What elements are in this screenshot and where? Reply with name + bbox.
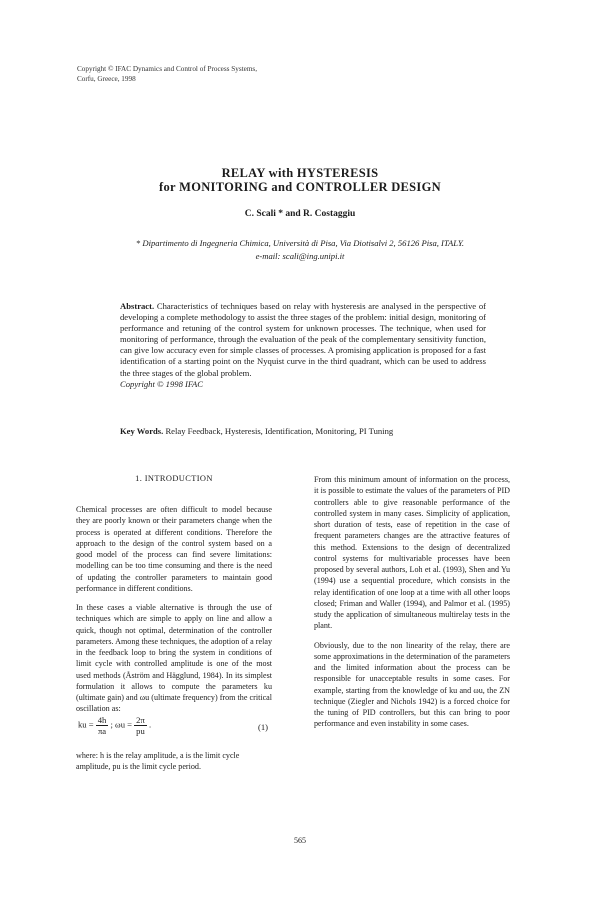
authors: C. Scali * and R. Costaggiu: [244, 209, 356, 219]
equation-end: .: [148, 719, 152, 730]
affiliation-email: e-mail: scali@ing.unipi.it: [255, 251, 345, 261]
equation-k-denominator: πa: [97, 726, 107, 736]
right-paragraph-2: Obviously, due to the non linearity of the relay, there are some approximations in the determination of the parameters and the limited information about the process can be responsible for unacceptable results in some cases. For example, starting from the knowledge of ku and ωu, the ZN technique (Ziegler and Nichols 1942) is a forced choice for the tuning of PID controllers, but this can bring to poor performance and even instability in some cases.: [314, 640, 510, 729]
right-column: [314, 474, 510, 730]
equation-w-lhs: ; ωu =: [110, 719, 132, 730]
left-column: [76, 504, 272, 715]
right-paragraph-1: From this minimum amount of information on the process, it is possible to estimate the values of the parameters of PID controllers able to give reasonable performance of the controlled system in many cases. Simplicity of application, short duration of tests, ease of repetition in the case of frequent parameters changes are the attractive features of this method. Extensions to the design of decentralized control systems for multivariable processes have been proposed by several authors, Loh et al. (1993), Shen and Yu (1994) use a sequential procedure, which consists in the relay identification of one loop at a time with all other loops closed; Friman and Waller (1994), and Palmor et al. (1995) study the application of simultaneous multirelay tests in the plant.: [314, 475, 510, 631]
abstract: [120, 301, 486, 390]
paper-title-line-1: RELAY with HYSTERESIS: [221, 166, 379, 180]
equation-1: [76, 710, 272, 742]
equation-k-numerator: 4h: [97, 715, 107, 725]
keywords-text: Relay Feedback, Hysteresis, Identification, Monitoring, PI Tuning: [165, 426, 394, 436]
intro-paragraph-2: In these cases a viable alternative is through the use of techniques which are simple to apply on line and allow a quick, though not optimal, determination of the controller parameters. Among these techniques, the adoption of a relay in the feedback loop to bring the system in conditions of limit cycle with controlled amplitude is one of the most used methods (Åström and Hägglund, 1984). In its simplest formulation it allows to compute the parameters ku (ultimate gain) and ωu (ultimate frequency) from the critical oscillation as:: [76, 603, 272, 714]
affiliation: [0, 237, 600, 263]
page-number: 565: [294, 836, 306, 845]
intro-paragraph-1: Chemical processes are often difficult to model because they are poorly known or their parameters change when the process is operated at different conditions. Therefore the approach to the design of the control system based on a good model of the process can find severe limitations: modelling can be too time consuming and there is the need of updating the controller parameters to maintain good performance in different conditions.: [76, 505, 272, 593]
keywords-label: Key Words.: [120, 426, 164, 436]
equation-w-numerator: 2π: [136, 715, 145, 725]
copyright-notice: [77, 64, 257, 84]
equation-number: (1): [257, 722, 268, 732]
equation-where-text: where: h is the relay amplitude, a is the limit cycle amplitude, pu is the limit cycle period.: [76, 751, 240, 772]
equation-k-fraction: [96, 715, 109, 736]
equation-w-denominator: pu: [136, 726, 145, 736]
copyright-line-2: Corfu, Greece, 1998: [77, 75, 136, 83]
abstract-copyright: Copyright © 1998 IFAC: [120, 378, 203, 389]
equation-body: [78, 715, 151, 736]
abstract-text: Characteristics of techniques based on relay with hysteresis are analysed in the perspective of developing a complete methodology to assist the three stages of the problem: initial design, monitoring of performance and retuning of the control system for unknown processes. The technique, when used for monitoring of performance, through the evaluation of the peak of the complementary sensitivity function, can give low accuracy even for simple classes of processes. A promising application is proposed for a fast identification of a starting point on the Nyquist curve in the third quadrant, which can be used to address the three stages of the global problem.: [120, 301, 487, 378]
affiliation-address: * Dipartimento di Ingegneria Chimica, Università di Pisa, Via Diotisalvi 2, 56126 Pisa, ITALY.: [135, 238, 465, 248]
equation-k-lhs: ku =: [78, 719, 94, 730]
keywords: [120, 426, 500, 436]
copyright-line-1: Copyright © IFAC Dynamics and Control of Process Systems,: [77, 65, 258, 73]
paper-title-line-2: for MONITORING and CONTROLLER DESIGN: [159, 180, 441, 194]
equation-w-fraction: [134, 715, 147, 736]
section-heading-introduction: 1. INTRODUCTION: [135, 474, 213, 483]
abstract-label: Abstract.: [120, 301, 155, 311]
